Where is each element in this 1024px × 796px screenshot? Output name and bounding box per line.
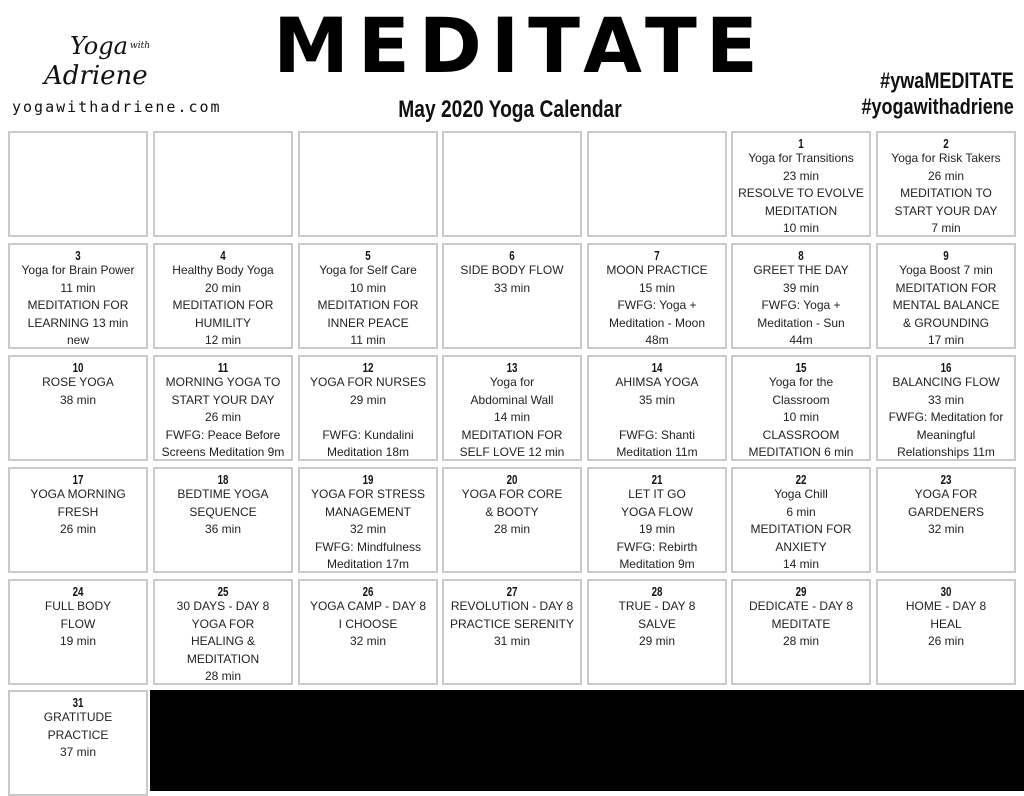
session-line: YOGA CAMP - DAY 8 bbox=[309, 599, 427, 613]
session-line: FWFG: Rebirth bbox=[616, 539, 698, 554]
day-number: 23 bbox=[940, 472, 952, 487]
session-line: MEDITATION bbox=[764, 203, 838, 218]
calendar-cell-empty bbox=[587, 131, 727, 237]
session-line: FWFG: Yoga + bbox=[617, 298, 697, 312]
session-line: HEAL bbox=[930, 616, 962, 631]
session-line: Yoga for Transitions bbox=[748, 151, 854, 165]
session-line: 14 min bbox=[782, 557, 820, 571]
session-line: 23 min bbox=[782, 168, 820, 183]
session-line: MEDITATION TO bbox=[900, 186, 992, 200]
day-number: 18 bbox=[217, 472, 229, 487]
session-line: PRACTICE SERENITY bbox=[449, 616, 575, 631]
session-line: 12 min bbox=[204, 333, 242, 347]
session-line: Screens Meditation 9m bbox=[161, 445, 285, 459]
session-line: MEDITATION bbox=[186, 651, 260, 666]
day-number: 2 bbox=[943, 136, 949, 151]
calendar-cell bbox=[442, 579, 582, 685]
session-line: Yoga for Brain Power bbox=[21, 263, 135, 277]
session-line: Healthy Body Yoga bbox=[172, 263, 274, 277]
session-line: 11 min bbox=[60, 280, 96, 295]
session-line: Yoga for Self Care bbox=[319, 263, 417, 277]
session-line: MORNING YOGA TO bbox=[165, 375, 281, 389]
session-line: YOGA FOR bbox=[914, 487, 978, 501]
day-number: 12 bbox=[362, 360, 374, 375]
session-line: 19 min bbox=[59, 634, 97, 648]
svg-text:Adriene: Adriene bbox=[44, 61, 148, 91]
session-line: YOGA FOR STRESS bbox=[310, 487, 426, 501]
day-number: 26 bbox=[362, 584, 374, 599]
session-line: ROSE YOGA bbox=[42, 375, 114, 389]
session-line: MEDITATION FOR bbox=[27, 298, 129, 312]
session-line: Meditation 17m bbox=[326, 557, 410, 571]
day-number: 21 bbox=[651, 472, 663, 487]
day-number: 30 bbox=[940, 584, 952, 599]
logo-lettering bbox=[40, 30, 160, 92]
session-line: 10 min bbox=[782, 221, 820, 235]
calendar-cell bbox=[153, 467, 293, 573]
session-line: 30 DAYS - DAY 8 bbox=[176, 599, 270, 613]
calendar-cell bbox=[731, 467, 871, 573]
session-line: 36 min bbox=[204, 522, 242, 536]
session-line: FWFG: Mindfulness bbox=[314, 539, 422, 554]
day-number: 1 bbox=[798, 136, 804, 151]
session-line: MEDITATION FOR bbox=[895, 280, 997, 295]
session-line: DEDICATE - DAY 8 bbox=[748, 599, 854, 613]
calendar-cell bbox=[8, 467, 148, 573]
calendar-cell bbox=[876, 243, 1016, 349]
session-line: FWFG: Shanti bbox=[618, 427, 695, 442]
session-line: HUMILITY bbox=[194, 315, 251, 330]
session-line bbox=[589, 409, 725, 427]
hashtag: #yogawithadriene bbox=[861, 94, 1014, 119]
day-number: 19 bbox=[362, 472, 374, 487]
day-number: 14 bbox=[651, 360, 663, 375]
session-line: FULL BODY bbox=[44, 599, 112, 613]
session-line: MOON PRACTICE bbox=[606, 263, 708, 277]
calendar-cell bbox=[876, 579, 1016, 685]
session-line: Relationships 11m bbox=[897, 445, 995, 459]
calendar-cell bbox=[731, 355, 871, 461]
session-line: & BOOTY bbox=[485, 504, 539, 519]
session-line: INNER PEACE bbox=[327, 315, 409, 330]
session-line: MEDITATION 6 min bbox=[748, 445, 854, 459]
session-line: REVOLUTION - DAY 8 bbox=[450, 599, 574, 613]
session-line: 37 min bbox=[59, 745, 97, 759]
session-line: 15 min bbox=[638, 280, 676, 295]
session-line: FRESH bbox=[57, 504, 99, 519]
day-number: 7 bbox=[654, 248, 660, 263]
calendar-cell bbox=[442, 243, 582, 349]
calendar-cell bbox=[876, 355, 1016, 461]
calendar-cell-empty bbox=[8, 131, 148, 237]
day-number: 11 bbox=[217, 360, 229, 375]
session-line: Yoga for bbox=[489, 375, 535, 389]
day-number: 25 bbox=[217, 584, 229, 599]
session-line: 10 min bbox=[349, 280, 387, 295]
day-number: 29 bbox=[795, 584, 807, 599]
session-line: & GROUNDING bbox=[902, 315, 989, 330]
hashtags bbox=[862, 68, 1014, 120]
svg-text:Yoga: Yoga bbox=[70, 32, 128, 60]
session-line: YOGA FOR bbox=[191, 616, 255, 631]
calendar-cell-empty bbox=[298, 131, 438, 237]
day-number: 17 bbox=[72, 472, 84, 487]
session-line: 33 min bbox=[493, 280, 531, 295]
calendar-cell bbox=[731, 131, 871, 237]
session-line: GARDENERS bbox=[907, 504, 984, 519]
session-line: 35 min bbox=[638, 392, 676, 407]
session-line: PRACTICE bbox=[47, 727, 109, 742]
calendar-cell bbox=[587, 355, 727, 461]
session-line: 29 min bbox=[349, 392, 387, 407]
svg-text:with: with bbox=[130, 41, 150, 51]
session-line: GREET THE DAY bbox=[753, 263, 849, 277]
hashtag: #ywaMEDITATE bbox=[880, 68, 1014, 93]
calendar-cell-empty bbox=[153, 131, 293, 237]
day-number: 20 bbox=[506, 472, 518, 487]
session-line: 19 min bbox=[638, 522, 676, 536]
session-line: Abdominal Wall bbox=[470, 392, 554, 407]
session-line: 7 min bbox=[931, 221, 961, 235]
day-number: 15 bbox=[795, 360, 807, 375]
session-line: FWFG: Meditation for bbox=[888, 410, 1004, 424]
session-line: MEDITATION FOR bbox=[317, 298, 419, 312]
session-line: ANXIETY bbox=[775, 539, 827, 554]
session-line: 28 min bbox=[204, 669, 242, 683]
session-line: 29 min bbox=[638, 634, 676, 648]
session-line: 26 min bbox=[927, 634, 965, 648]
calendar-cell bbox=[587, 579, 727, 685]
day-number: 9 bbox=[943, 248, 949, 263]
session-line: 17 min bbox=[927, 333, 965, 347]
calendar-cell bbox=[8, 243, 148, 349]
calendar-cell bbox=[876, 467, 1016, 573]
day-number: 3 bbox=[75, 248, 81, 263]
empty-block bbox=[150, 690, 1024, 791]
session-line: AHIMSA YOGA bbox=[615, 375, 699, 389]
calendar-cell bbox=[153, 355, 293, 461]
day-number: 10 bbox=[72, 360, 84, 375]
session-line: 32 min bbox=[349, 634, 387, 648]
session-line: 44m bbox=[789, 333, 813, 347]
session-line: BEDTIME YOGA bbox=[177, 487, 269, 501]
session-line: 33 min bbox=[927, 392, 965, 407]
session-line: MENTAL BALANCE bbox=[892, 298, 1000, 312]
session-line: SEQUENCE bbox=[189, 504, 257, 519]
session-line: SIDE BODY FLOW bbox=[460, 263, 564, 277]
session-line: SALVE bbox=[638, 616, 676, 631]
session-line: HOME - DAY 8 bbox=[905, 599, 987, 613]
calendar-cell bbox=[298, 355, 438, 461]
session-line: RESOLVE TO EVOLVE bbox=[738, 186, 864, 200]
session-line: 48m bbox=[645, 333, 669, 347]
session-line: 32 min bbox=[927, 522, 965, 536]
session-line: I CHOOSE bbox=[338, 616, 398, 631]
day-number: 24 bbox=[72, 584, 84, 599]
calendar-cell bbox=[298, 579, 438, 685]
day-number: 8 bbox=[798, 248, 804, 263]
day-number: 4 bbox=[220, 248, 226, 263]
session-line: 28 min bbox=[782, 634, 820, 648]
session-line bbox=[300, 409, 436, 427]
day-number: 16 bbox=[940, 360, 952, 375]
session-line: FWFG: Peace Before bbox=[165, 427, 281, 442]
session-line: MEDITATION FOR bbox=[172, 298, 274, 312]
day-number: 31 bbox=[72, 695, 84, 710]
session-line: Yoga Boost 7 min bbox=[899, 263, 993, 277]
calendar-cell bbox=[298, 243, 438, 349]
session-line: MEDITATE bbox=[771, 616, 831, 631]
yoga-with-adriene-logo bbox=[40, 30, 160, 92]
calendar-cell bbox=[442, 355, 582, 461]
session-line: START YOUR DAY bbox=[894, 203, 998, 218]
session-line: YOGA MORNING bbox=[30, 487, 126, 501]
session-line: Classroom bbox=[772, 392, 830, 407]
calendar-cell-empty bbox=[442, 131, 582, 237]
calendar-cell bbox=[8, 579, 148, 685]
day-number: 5 bbox=[365, 248, 371, 263]
session-line: CLASSROOM bbox=[762, 427, 840, 442]
session-line: YOGA FOR CORE bbox=[461, 487, 563, 501]
session-line: GRATITUDE bbox=[43, 710, 113, 724]
calendar-cell bbox=[587, 243, 727, 349]
session-line: 26 min bbox=[59, 522, 97, 536]
calendar-cell bbox=[587, 467, 727, 573]
session-line: Yoga for the bbox=[768, 375, 834, 389]
session-line: LEARNING 13 min bbox=[27, 315, 129, 330]
session-line: 28 min bbox=[493, 522, 531, 536]
session-line: Meaningful bbox=[916, 427, 976, 442]
day-number: 22 bbox=[795, 472, 807, 487]
page-title: MEDITATE bbox=[273, 1, 767, 90]
session-line: 38 min bbox=[59, 392, 97, 407]
session-line: 39 min bbox=[782, 280, 820, 295]
day-number: 13 bbox=[506, 360, 518, 375]
calendar-cell bbox=[731, 579, 871, 685]
calendar-cell bbox=[731, 243, 871, 349]
session-line: 26 min bbox=[927, 168, 965, 183]
calendar-cell bbox=[153, 579, 293, 685]
session-line: MEDITATION FOR bbox=[461, 427, 563, 442]
session-line: BALANCING FLOW bbox=[892, 375, 1000, 389]
session-line: new bbox=[66, 333, 89, 347]
session-line: 20 min bbox=[204, 280, 242, 295]
session-line: START YOUR DAY bbox=[171, 392, 275, 407]
calendar-cell bbox=[442, 467, 582, 573]
session-line: 32 min bbox=[349, 522, 387, 536]
session-line: Yoga Chill bbox=[774, 487, 828, 501]
session-line: 6 min bbox=[786, 504, 816, 519]
session-line: Meditation - Moon bbox=[608, 315, 706, 330]
calendar-cell bbox=[153, 243, 293, 349]
session-line: LET IT GO bbox=[628, 487, 686, 501]
session-line: 31 min bbox=[493, 634, 531, 648]
session-line: Meditation 18m bbox=[326, 445, 410, 459]
website-url: yogawithadriene.com bbox=[12, 98, 222, 116]
calendar-cell bbox=[298, 467, 438, 573]
session-line: 14 min bbox=[493, 410, 531, 424]
session-line: HEALING & bbox=[190, 634, 256, 648]
session-line: FWFG: Yoga + bbox=[761, 298, 841, 312]
calendar-cell bbox=[8, 690, 148, 796]
day-number: 6 bbox=[509, 248, 515, 263]
session-line: MANAGEMENT bbox=[324, 504, 411, 519]
session-line: YOGA FOR NURSES bbox=[309, 375, 427, 389]
calendar-cell bbox=[8, 355, 148, 461]
session-line: Meditation 9m bbox=[619, 557, 695, 571]
session-line: Yoga for Risk Takers bbox=[891, 151, 1001, 165]
session-line: MEDITATION FOR bbox=[750, 522, 852, 536]
session-line: YOGA FLOW bbox=[620, 504, 693, 519]
calendar-subtitle: May 2020 Yoga Calendar bbox=[398, 96, 622, 123]
session-line: 11 min bbox=[350, 333, 386, 347]
session-line: FWFG: Kundalini bbox=[322, 427, 414, 442]
day-number: 27 bbox=[506, 584, 518, 599]
session-line: Meditation 11m bbox=[616, 445, 698, 459]
day-number: 28 bbox=[651, 584, 663, 599]
calendar-cell bbox=[876, 131, 1016, 237]
session-line: 10 min bbox=[782, 410, 820, 424]
session-line: TRUE - DAY 8 bbox=[618, 599, 696, 613]
session-line: Meditation - Sun bbox=[757, 315, 845, 330]
session-line: FLOW bbox=[60, 616, 96, 631]
session-line: SELF LOVE 12 min bbox=[459, 445, 565, 459]
session-line: 26 min bbox=[204, 410, 242, 424]
